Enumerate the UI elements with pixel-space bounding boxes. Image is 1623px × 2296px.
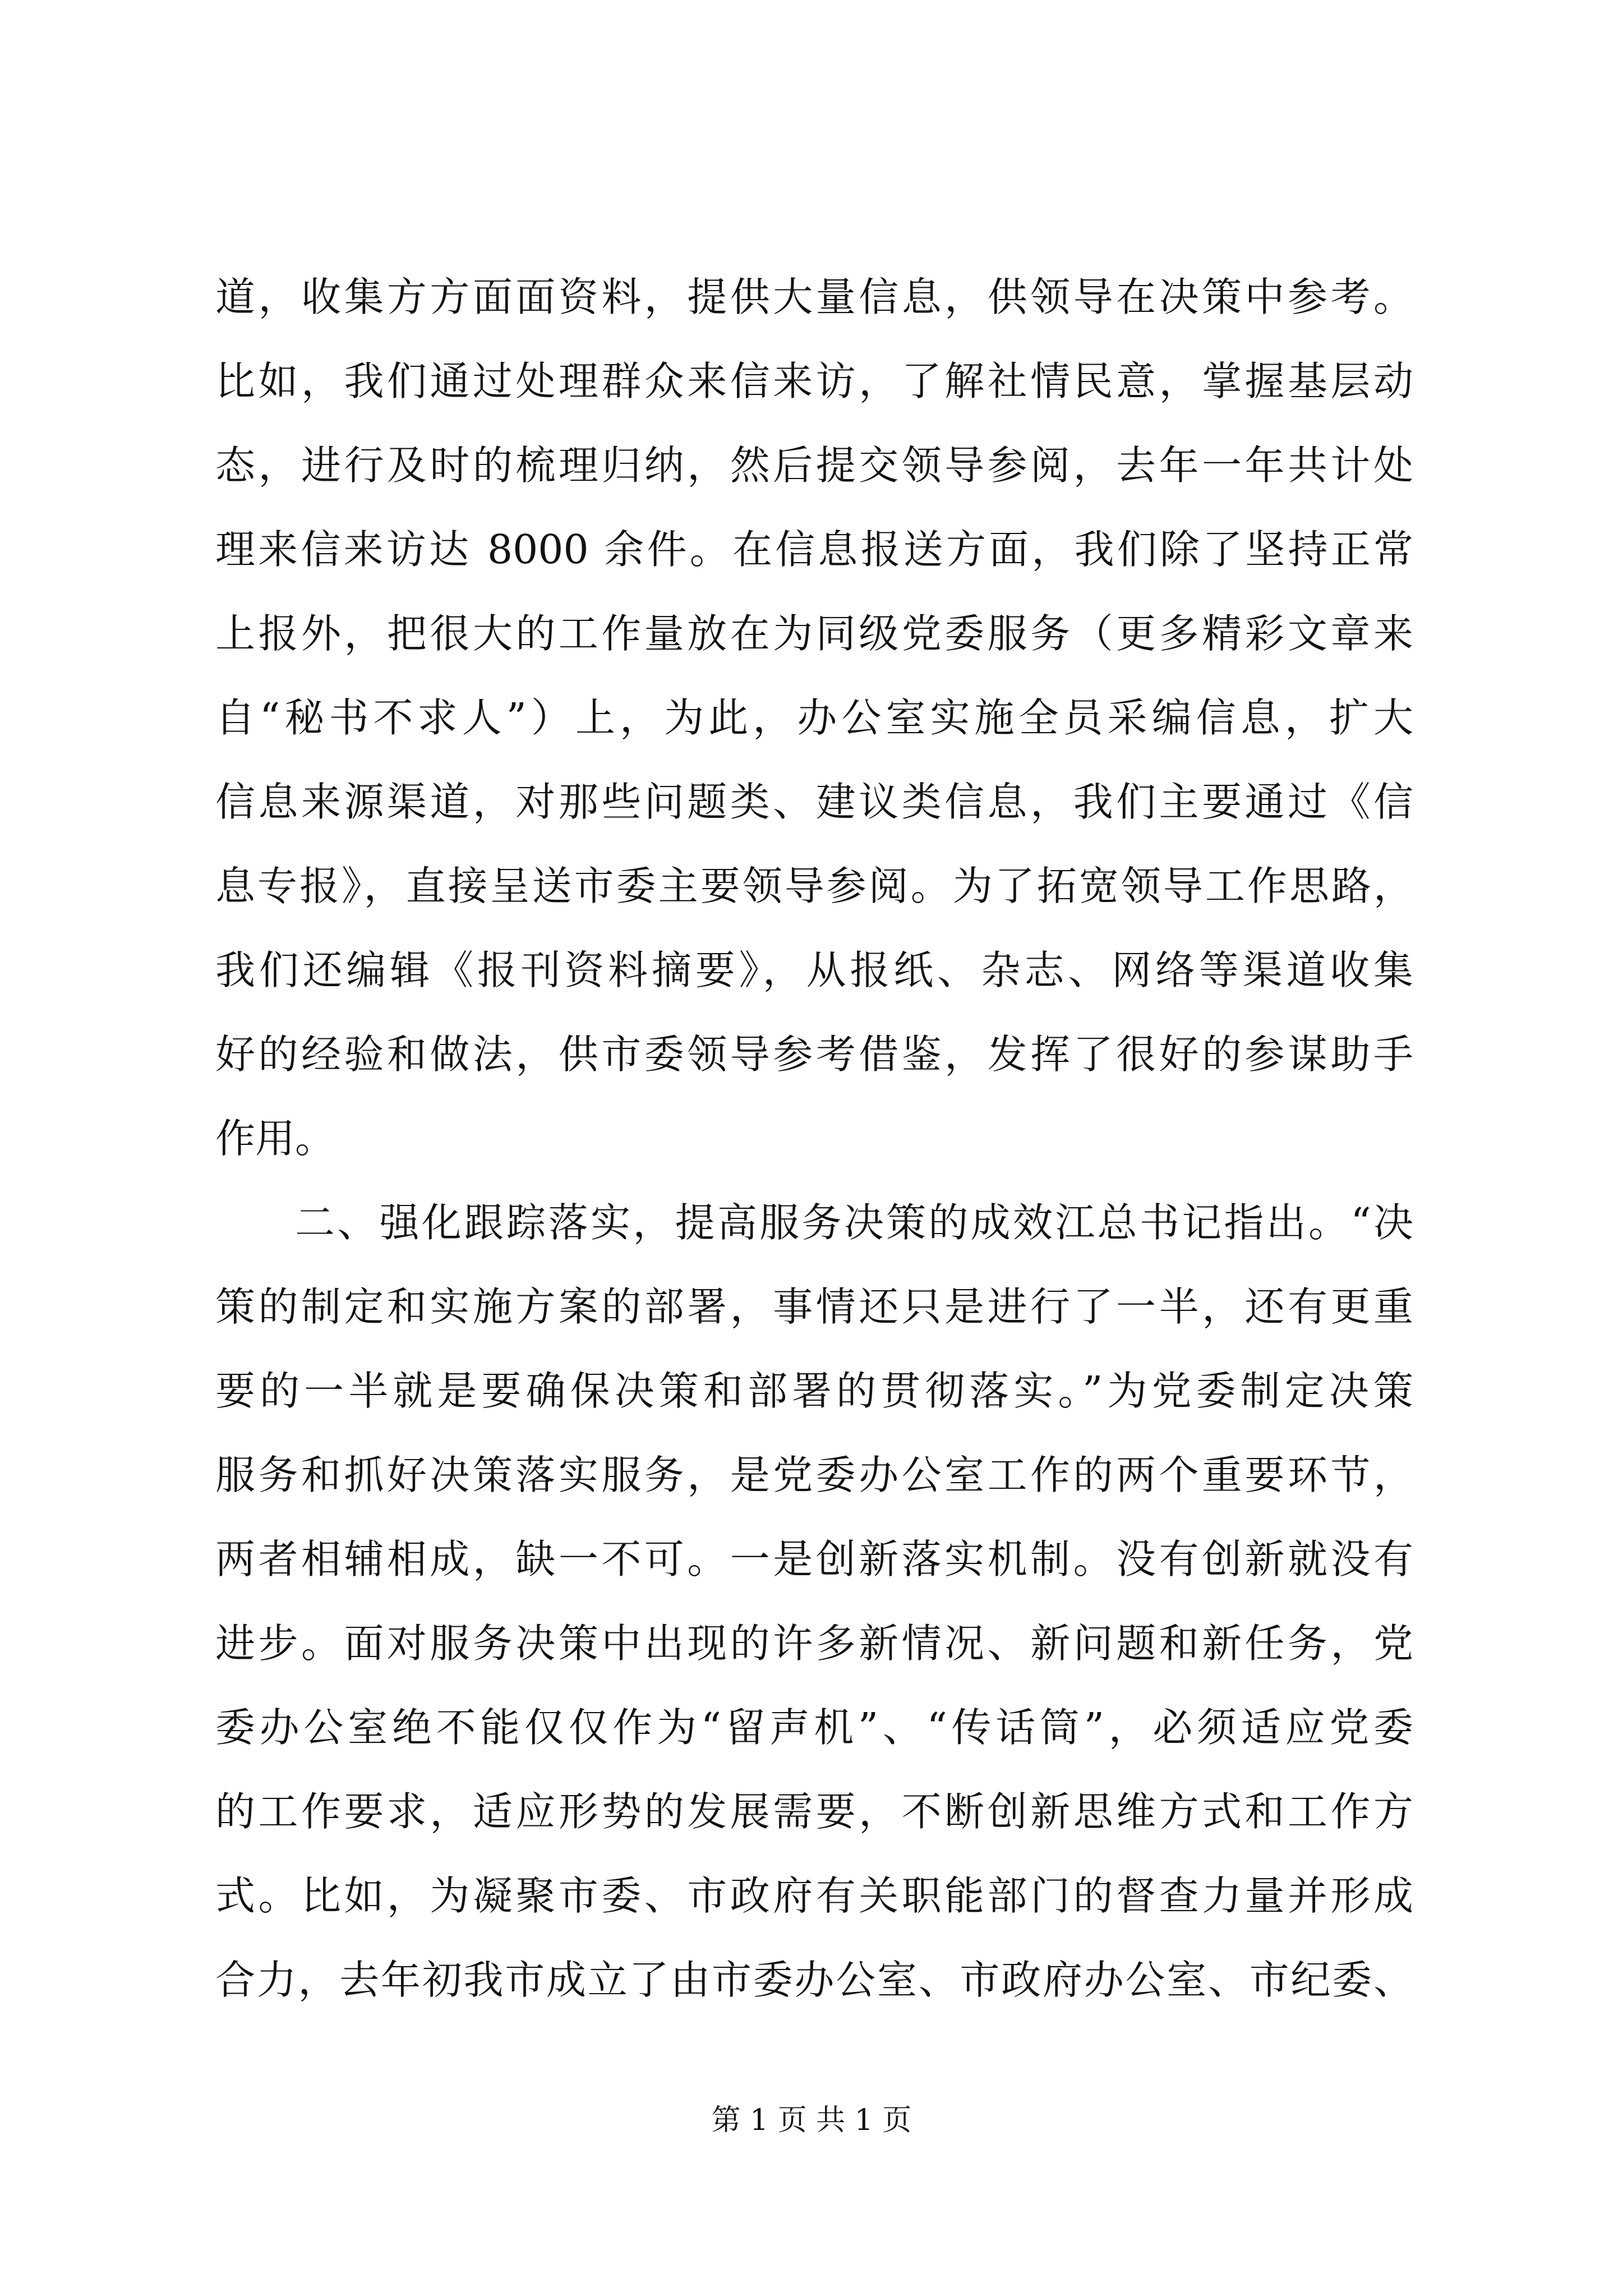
document-body <box>215 255 1413 2022</box>
text-line: 信息来源渠道，对那些问题类、建议类信息，我们主要通过《信 <box>215 779 1413 825</box>
text-line: 要的一半就是要确保决策和部署的贯彻落实。”为党委制定决策 <box>215 1368 1413 1414</box>
text-line: 道，收集方方面面资料，提供大量信息，供领导在决策中参考。 <box>215 274 1413 320</box>
text-line: 服务和抓好决策落实服务，是党委办公室工作的两个重要环节， <box>215 1452 1413 1498</box>
paragraph-1 <box>215 255 1413 1181</box>
text-line: 上报外，把很大的工作量放在为同级党委服务（更多精彩文章来 <box>215 610 1413 657</box>
text-line: 两者相辅相成，缺一不可。一是创新落实机制。没有创新就没有 <box>215 1536 1413 1582</box>
text-line: 态，进行及时的梳理归纳，然后提交领导参阅，去年一年共计处 <box>215 442 1413 489</box>
page-number-label: 第 1 页 共 1 页 <box>711 2104 912 2137</box>
text-line: 的工作要求，适应形势的发展需要，不断创新思维方式和工作方 <box>215 1788 1413 1835</box>
text-line: 比如，我们通过处理群众来信来访，了解社情民意，掌握基层动 <box>215 358 1413 404</box>
text-line: 式。比如，为凝聚市委、市政府有关职能部门的督查力量并形成 <box>215 1872 1413 1919</box>
text-line: 好的经验和做法，供市委领导参考借鉴，发挥了很好的参谋助手 <box>215 1031 1413 1078</box>
paragraph-2 <box>215 1181 1413 2022</box>
text-line: 理来信来访达 8000 余件。在信息报送方面，我们除了坚持正常 <box>215 526 1413 573</box>
text-line: 自“秘书不求人”）上，为此，办公室实施全员采编信息，扩大 <box>215 694 1413 741</box>
page-footer <box>0 2101 1623 2140</box>
text-line: 二、强化跟踪落实，提高服务决策的成效江总书记指出。“决 <box>295 1199 1413 1246</box>
text-line: 我们还编辑《报刊资料摘要》，从报纸、杂志、网络等渠道收集 <box>215 947 1413 993</box>
text-line: 委办公室绝不能仅仅作为“留声机”、“传话筒”，必须适应党委 <box>215 1704 1413 1751</box>
text-line: 作用。 <box>215 1115 335 1162</box>
text-line: 合力，去年初我市成立了由市委办公室、市政府办公室、市纪委、 <box>215 1957 1413 2003</box>
text-line: 进步。面对服务决策中出现的许多新情况、新问题和新任务，党 <box>215 1620 1413 1667</box>
text-line: 策的制定和实施方案的部署，事情还只是进行了一半，还有更重 <box>215 1283 1413 1330</box>
text-line: 息专报》，直接呈送市委主要领导参阅。为了拓宽领导工作思路， <box>215 863 1413 909</box>
